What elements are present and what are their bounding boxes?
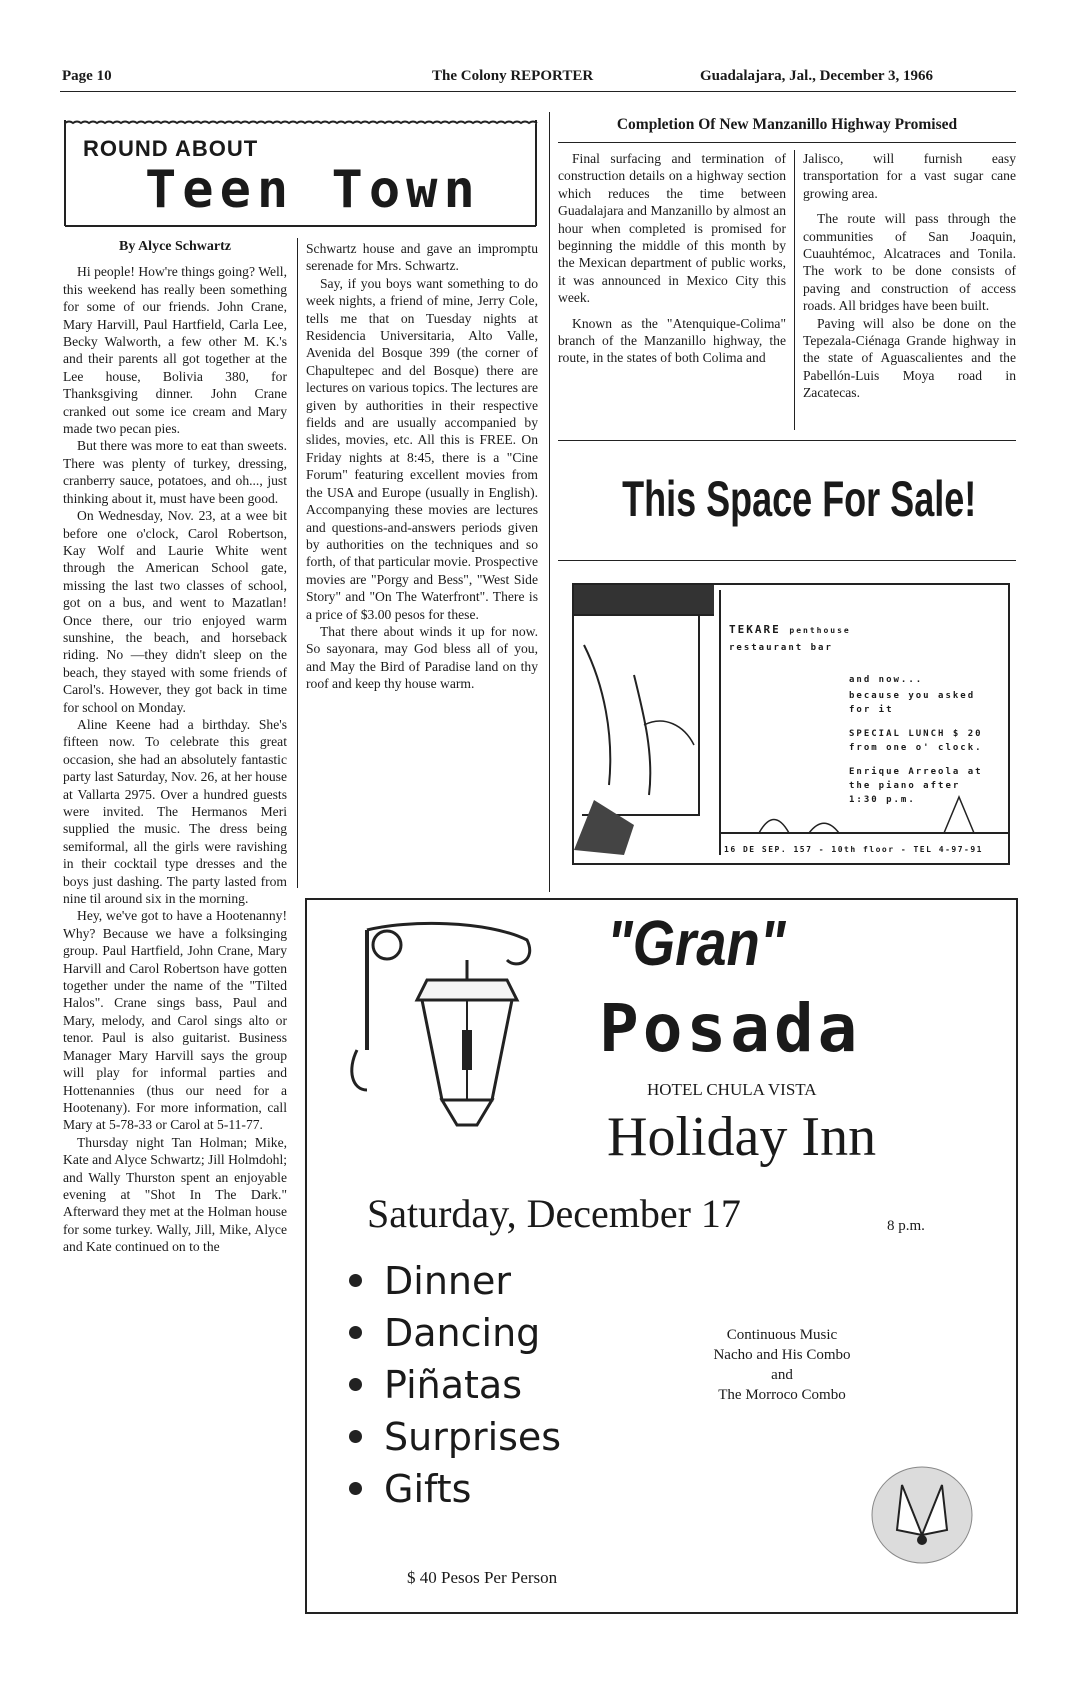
teen-town-header-box bbox=[63, 118, 538, 228]
tekare-line: for it bbox=[849, 705, 894, 715]
highway-column-right bbox=[803, 150, 1016, 402]
paragraph: Final surfacing and termination of construction details on a highway section which reduces the time between Guadalajara and Manzanillo by almost an hour when completed is promised for beginning the middle of this month by the Mexican department of public works, it was announced in Mexico City this week. bbox=[558, 151, 786, 306]
teen-town-column-left bbox=[63, 238, 287, 1256]
paragraph: Hey, we've got to have a Hootenanny! Why? Because we have a folksinging group. Paul Hartfield, John Crane, Mary Harvill and Carol Robertson have gotten together under the name of the "Tilted Halos". Crane sings bass, Paul and Mary, melody, and Carol sings alto or tenor. Paul is also guitarist. Business Manager Mary Harvill says the group will play for informal parties and Hottenannies (thus our need for a Hootenany). For more information, call Mary at 5-78-33 or Carol at 5-11-77. bbox=[63, 908, 287, 1133]
section-divider bbox=[549, 112, 550, 892]
paragraph: Schwartz house and gave an impromptu serenade for Mrs. Schwartz. bbox=[306, 241, 538, 274]
tekare-line: Enrique Arreola at bbox=[849, 767, 983, 777]
price: $ 40 Pesos Per Person bbox=[407, 1568, 558, 1587]
tekare-line: from one o' clock. bbox=[849, 743, 983, 753]
tekare-line: restaurant bar bbox=[729, 643, 833, 653]
paragraph: But there was more to eat than sweets. There was plenty of turkey, dressing, cranberry sauce, potatoes, and oh..., just thinking about it, must have been good. bbox=[63, 438, 287, 506]
story-end-rule bbox=[558, 440, 1016, 441]
tekare-line: because you asked bbox=[849, 691, 976, 701]
tekare-name bbox=[729, 623, 851, 638]
music-heading: Continuous Music bbox=[726, 1327, 838, 1343]
paragraph: Paving will also be done on the Tepezala-Ciénaga Grande highway in the state of Aguascalientes and the Pabellón-Luis Moya road in Zacatecas. bbox=[803, 315, 1016, 401]
posada-ad bbox=[305, 898, 1018, 1614]
tekare-title: TEKARE bbox=[729, 623, 781, 636]
highway-headline: Completion Of New Manzanillo Highway Promised bbox=[616, 116, 958, 133]
space-for-sale-ad: This Space For Sale! bbox=[622, 471, 977, 527]
venue-name: Holiday Inn bbox=[607, 1106, 877, 1168]
paragraph: Thursday night Tan Holman; Mike, Kate and Alyce Schwartz; Jill Holmdohl; and Wally Thurston spent an enjoyable evening at "Shot In The Dark." Afterward they met at the Holman house for some turkey. Wally, Jill, Mike, Alyce and Kate continued on to the bbox=[63, 1134, 287, 1255]
paragraph: The route will pass through the communities of San Joaquin, Cuauhtémoc, Alcatraces and Tonila. The work to be done consists of paving and construction of access roads. All bridges have been built. bbox=[803, 211, 1016, 314]
paragraph: That there about winds it up for now. So sayonara, may God bless all of you, and May the Bird of Paradise land on thy roof and keep thy house warm. bbox=[306, 623, 538, 692]
list-item: Dinner bbox=[349, 1255, 561, 1307]
highway-column-left bbox=[558, 150, 786, 367]
masthead-rule bbox=[60, 91, 1016, 92]
dateline: Guadalajara, Jal., December 3, 1966 bbox=[700, 68, 934, 84]
list-item: Gifts bbox=[349, 1463, 561, 1515]
list-item: Dancing bbox=[349, 1307, 561, 1359]
window-illustration bbox=[574, 585, 714, 862]
paragraph: Hi people! How're things going? Well, this weekend has really been something for some of our friends. John Crane, Mary Harvill, Paul Hartfield, Carla Lee, Becky Walworth, a few other M. K.'s and their parents all got together at the Lee house, Bolivia 380, for Thanksgiving dinner. John Crane cranked out some ice cream and Mary made two pecan pies. bbox=[63, 264, 287, 437]
hotel-name: HOTEL CHULA VISTA bbox=[647, 1080, 817, 1099]
city-skyline-illustration bbox=[719, 795, 1009, 835]
tekare-line: 1:30 p.m. bbox=[849, 795, 916, 805]
newspaper-name: The Colony REPORTER bbox=[432, 68, 594, 84]
list-item: Piñatas bbox=[349, 1359, 561, 1411]
list-item: Surprises bbox=[349, 1411, 561, 1463]
tekare-line: the piano after bbox=[849, 781, 961, 791]
paragraph: On Wednesday, Nov. 23, at a wee bit before one o'clock, Carol Robertson, Kay Wolf and Laurie White went through the American School gate, missing the last two classes of school, got on a bus, and went to Mazatlan! Once there, our trio enjoyed warm sunshine, the beach, and horseback riding. No —they didn't sleep on the beach, they stayed with some friends of Carol's. However, they got back in time for school on Monday. bbox=[63, 508, 287, 715]
event-features-list bbox=[349, 1255, 561, 1515]
column-kicker: ROUND ABOUT bbox=[83, 136, 259, 161]
headline-rule bbox=[558, 142, 1016, 143]
column-divider bbox=[297, 238, 298, 888]
tekare-ad bbox=[572, 583, 1010, 865]
page-number: Page 10 bbox=[62, 68, 112, 84]
posada-title-gran: "Gran" bbox=[607, 907, 786, 979]
music-info bbox=[667, 1325, 897, 1405]
event-time: 8 p.m. bbox=[887, 1218, 925, 1234]
tekare-line: and now... bbox=[849, 675, 924, 685]
byline: By Alyce Schwartz bbox=[119, 239, 231, 254]
posada-title-posada: Posada bbox=[599, 990, 862, 1067]
tekare-line: SPECIAL LUNCH $ 20 bbox=[849, 729, 983, 739]
ad-rule bbox=[558, 560, 1016, 561]
music-line: Nacho and His Combo bbox=[713, 1347, 851, 1363]
paragraph: Aline Keene had a birthday. She's fifteen now. To celebrate this great occasion, she had an absolutely fantastic party last Saturday, Nov. 26, at her house at Vallarta 2975. Over a hundred guests were invited. The Hermanos Meri supplied the music. The dress being semiformal, all the girls were ravishing in their cocktail type dresses and the boys just dashing. The party lasted from nine til around six in the morning. bbox=[63, 716, 287, 907]
highway-divider bbox=[794, 150, 795, 430]
lantern-illustration bbox=[347, 920, 557, 1160]
music-line: The Morroco Combo bbox=[718, 1387, 846, 1403]
music-line: and bbox=[771, 1367, 793, 1383]
paragraph: Say, if you boys want something to do week nights, a friend of mine, Jerry Cole, tells me that on Tuesday nights at Residencia Universitaria, Alto Valle, Avenida del Bosque 399 (the corner of Chapultepec and del Bosque) there are lectures on various topics. The lectures are given by authorities in their respective fields and are usually accompanied by slides, movies, etc. All this is FREE. On Friday nights at 8:45, there is a "Cine Forum" featuring excellent movies from the USA and Europe (usually in English). Accompanying these movies are lectures and questions-and-answers periods given by authorities on the techniques and so forth, of that particular movie. Prospective movies are "Porgy and Bess", "West Side Story" and "On The Waterfront". There is a price of $3.00 pesos for these. bbox=[306, 275, 538, 622]
column-title: Teen Town bbox=[145, 160, 481, 220]
bells-illustration bbox=[867, 1460, 977, 1570]
paragraph: Known as the "Atenquique-Colima" branch of the Manzanillo highway, the route, in the states of both Colima and bbox=[558, 315, 786, 366]
paragraph: Jalisco, will furnish easy transportation for a vast sugar cane growing area. bbox=[803, 151, 1016, 201]
tekare-subtitle: penthouse bbox=[789, 626, 851, 635]
event-date: Saturday, December 17 bbox=[367, 1191, 741, 1236]
tekare-footer: 16 DE SEP. 157 - 10th floor - TEL 4-97-91 bbox=[724, 845, 983, 854]
teen-town-column-right bbox=[306, 240, 538, 693]
